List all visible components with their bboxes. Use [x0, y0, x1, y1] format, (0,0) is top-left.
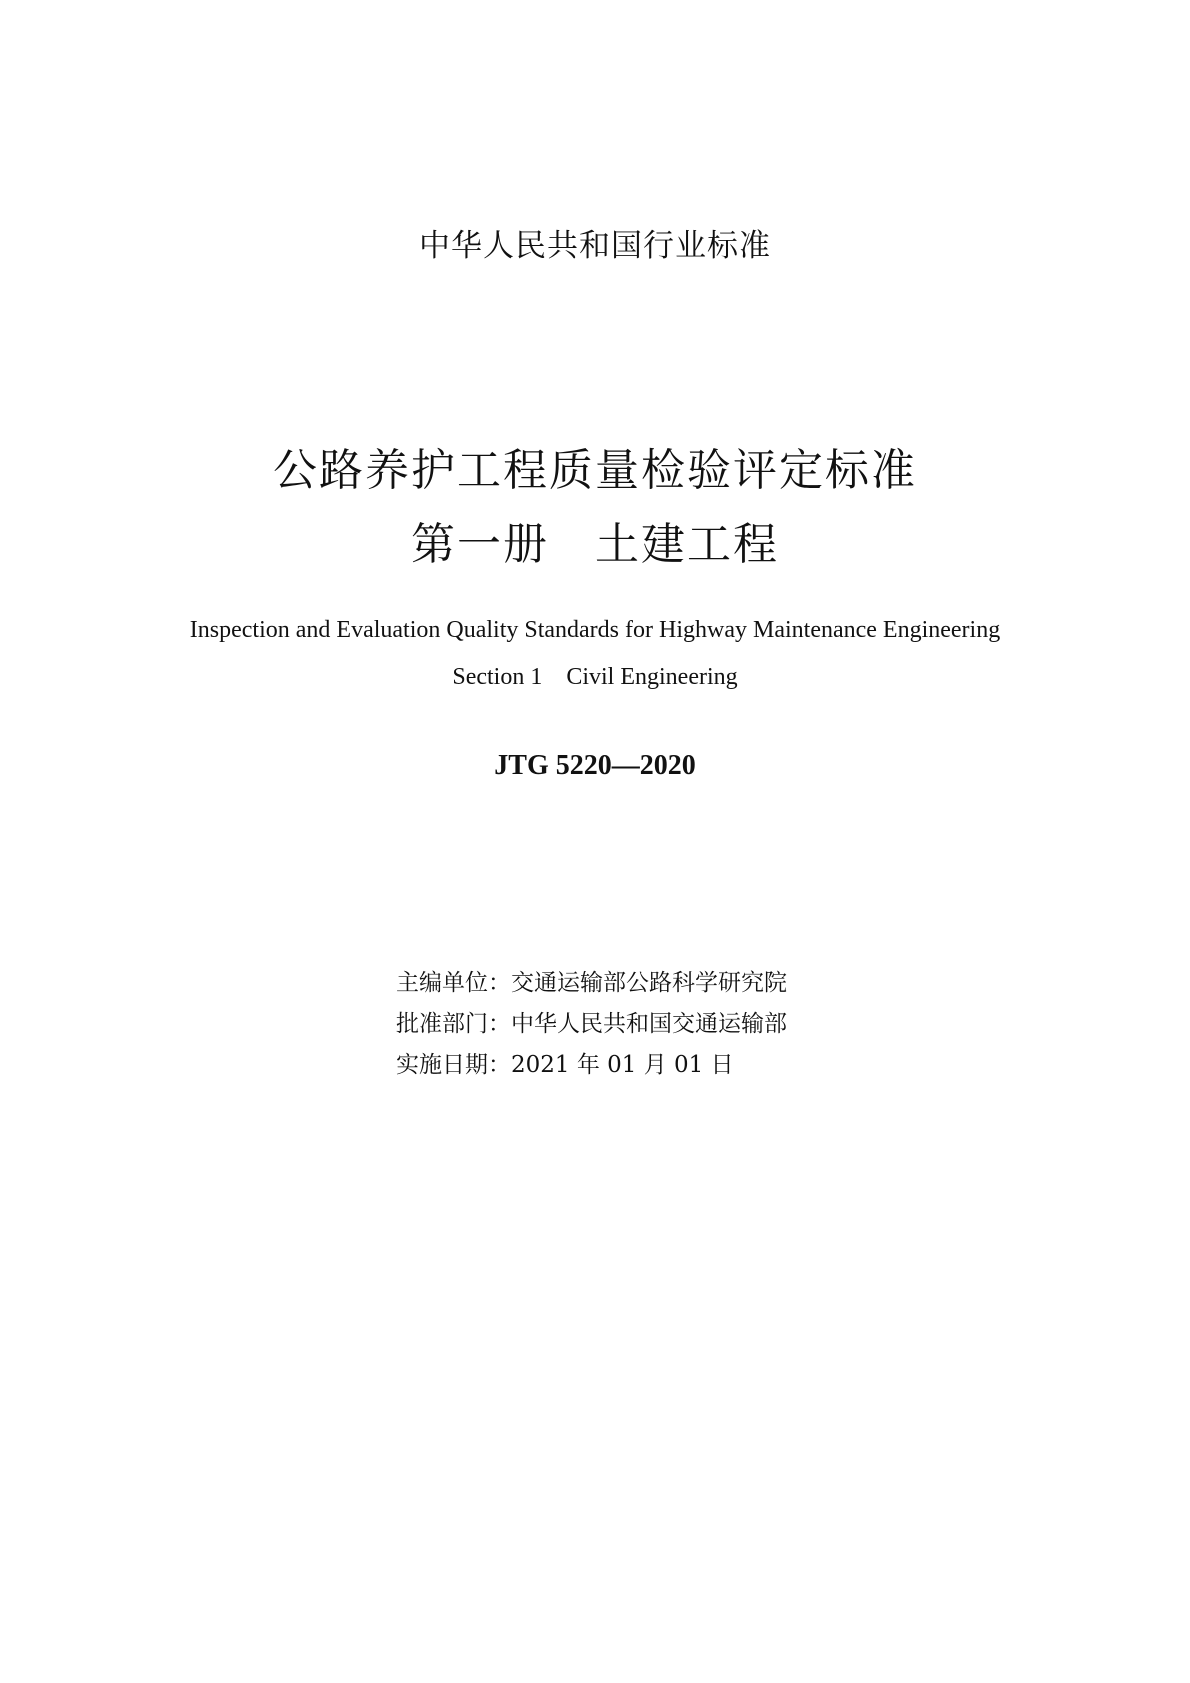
standard-series-label: 中华人民共和国行业标准 — [419, 228, 771, 264]
publication-info — [396, 963, 787, 1086]
document-subtitle: 第一册 土建工程 — [411, 519, 779, 570]
english-subtitle: Section 1 Civil Engineering — [452, 664, 738, 690]
standard-code: JTG 5220—2020 — [494, 750, 696, 781]
effective-date: 实施日期：2021 年 01 月 01 日 — [396, 1052, 734, 1078]
document-title: 公路养护工程质量检验评定标准 — [273, 445, 917, 496]
approval-department: 批准部门：中华人民共和国交通运输部 — [396, 1011, 787, 1037]
english-title: Inspection and Evaluation Quality Standards for Highway Maintenance Engineering — [189, 617, 1001, 643]
editor-unit: 主编单位：交通运输部公路科学研究院 — [396, 970, 787, 996]
